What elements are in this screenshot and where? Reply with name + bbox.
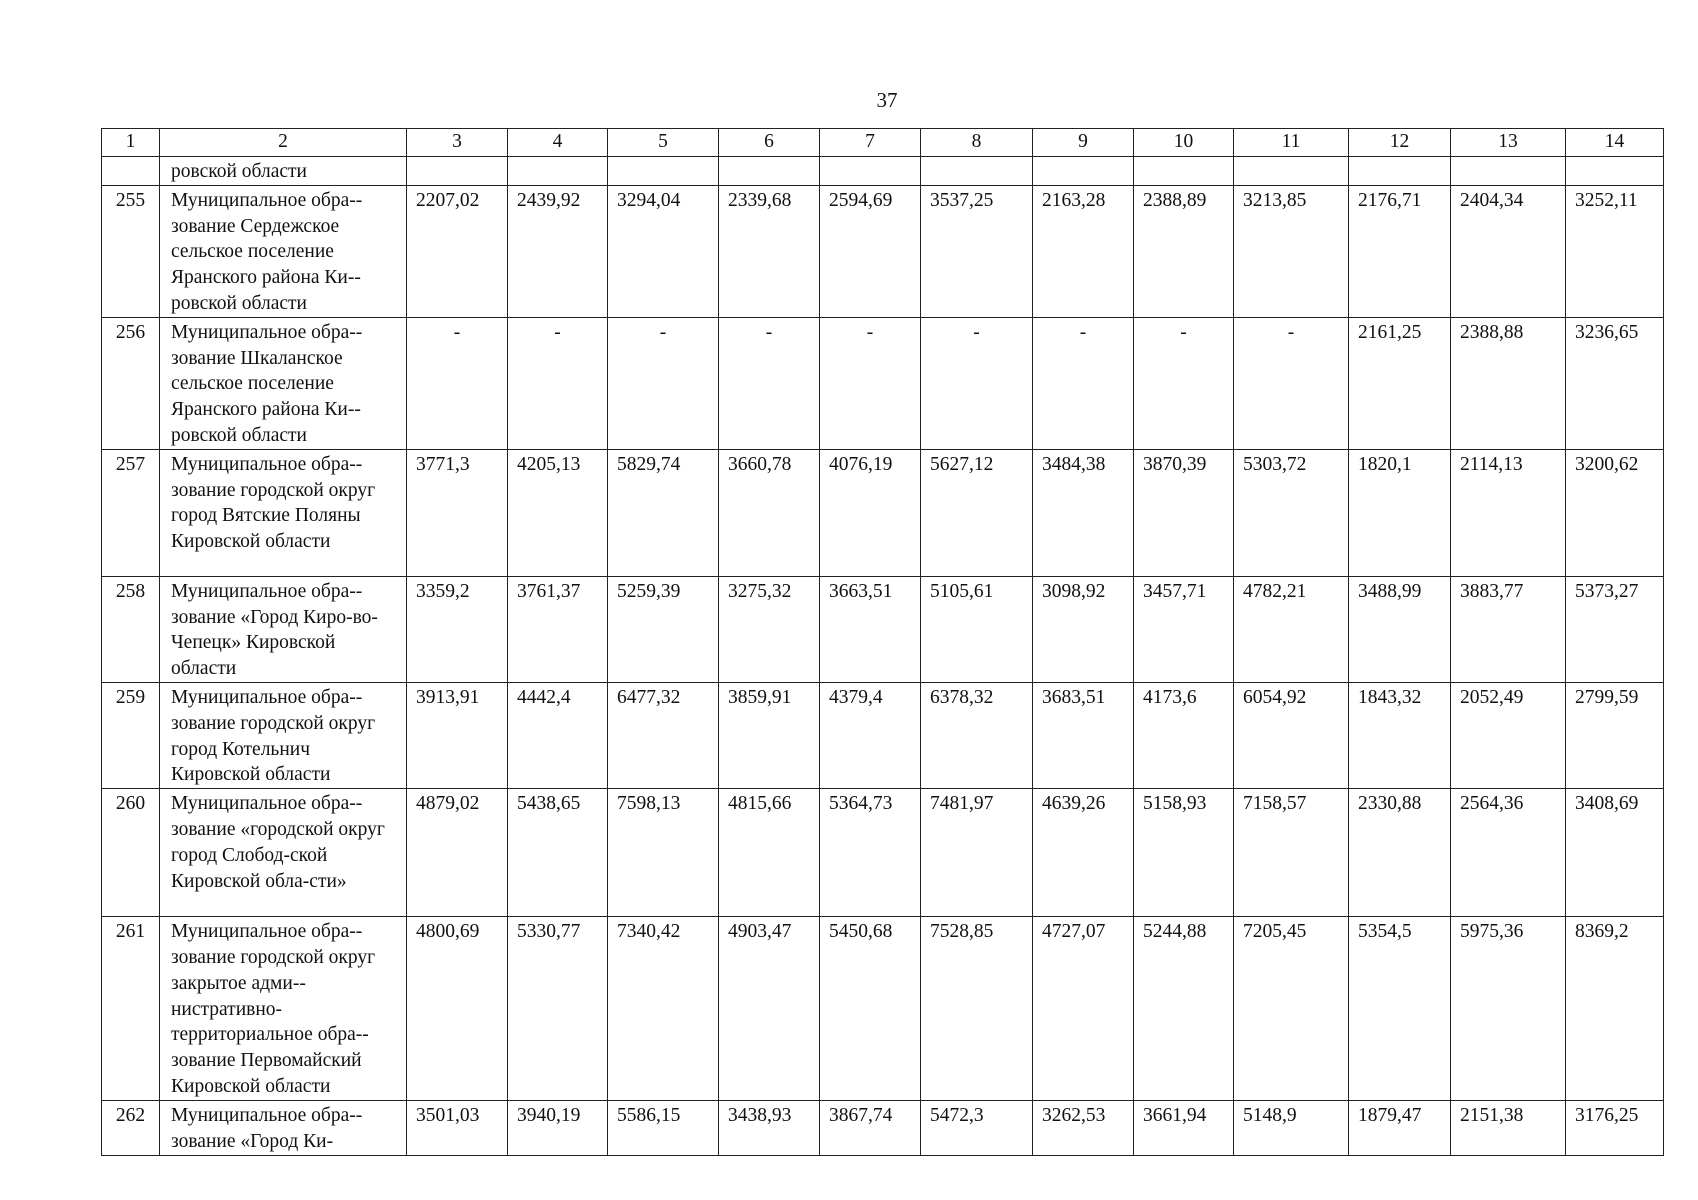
value-cell: 4800,69 [407, 917, 508, 1101]
table-row [102, 682, 1664, 788]
column-header-1: 1 [102, 129, 160, 157]
table-row [102, 449, 1664, 576]
value-cell: 3098,92 [1033, 576, 1134, 682]
value-cell: - [407, 317, 508, 449]
value-cell: 3262,53 [1033, 1100, 1134, 1155]
value-cell: 2151,38 [1451, 1100, 1566, 1155]
municipality-name: Муниципальное обра-зование Шкаланское сельское поселение Яранского района Ки-ровской области [160, 317, 407, 449]
value-cell: 3275,32 [719, 576, 820, 682]
value-cell: 2594,69 [820, 185, 921, 317]
column-header-13: 13 [1451, 129, 1566, 157]
value-cell: 3870,39 [1134, 449, 1234, 576]
column-header-7: 7 [820, 129, 921, 157]
column-header-14: 14 [1566, 129, 1664, 157]
value-cell: 3867,74 [820, 1100, 921, 1155]
value-cell: 6477,32 [608, 682, 719, 788]
value-cell [1566, 157, 1664, 186]
page-number: 37 [876, 88, 898, 112]
value-cell: 3660,78 [719, 449, 820, 576]
value-cell: 5244,88 [1134, 917, 1234, 1101]
data-table [101, 128, 1664, 1156]
value-cell: 5158,93 [1134, 789, 1234, 917]
municipality-name: Муниципальное обра-зование городской округ город Вятские Поляны Кировской области [160, 449, 407, 576]
value-cell: 3913,91 [407, 682, 508, 788]
value-cell: 3501,03 [407, 1100, 508, 1155]
value-cell [1234, 157, 1349, 186]
value-cell: 2388,89 [1134, 185, 1234, 317]
value-cell: 4205,13 [508, 449, 608, 576]
table-row [102, 576, 1664, 682]
value-cell: 3661,94 [1134, 1100, 1234, 1155]
value-cell: 5472,3 [921, 1100, 1033, 1155]
value-cell: 2163,28 [1033, 185, 1134, 317]
value-cell [1349, 157, 1451, 186]
value-cell: 2799,59 [1566, 682, 1664, 788]
value-cell: 4879,02 [407, 789, 508, 917]
value-cell: 5373,27 [1566, 576, 1664, 682]
table-row [102, 1100, 1664, 1155]
value-cell: 2564,36 [1451, 789, 1566, 917]
value-cell: 4442,4 [508, 682, 608, 788]
value-cell: - [1033, 317, 1134, 449]
value-cell [921, 157, 1033, 186]
value-cell: 1843,32 [1349, 682, 1451, 788]
value-cell [508, 157, 608, 186]
value-cell: 3663,51 [820, 576, 921, 682]
value-cell: 5354,5 [1349, 917, 1451, 1101]
value-cell: 3940,19 [508, 1100, 608, 1155]
value-cell: 3859,91 [719, 682, 820, 788]
value-cell: 3438,93 [719, 1100, 820, 1155]
value-cell: 3176,25 [1566, 1100, 1664, 1155]
value-cell: 2404,34 [1451, 185, 1566, 317]
column-header-3: 3 [407, 129, 508, 157]
value-cell: - [719, 317, 820, 449]
value-cell: 5105,61 [921, 576, 1033, 682]
row-number: 258 [102, 576, 160, 682]
value-cell: 5450,68 [820, 917, 921, 1101]
value-cell: 3484,38 [1033, 449, 1134, 576]
column-header-11: 11 [1234, 129, 1349, 157]
row-number: 257 [102, 449, 160, 576]
column-header-2: 2 [160, 129, 407, 157]
value-cell: 4173,6 [1134, 682, 1234, 788]
value-cell: 3457,71 [1134, 576, 1234, 682]
value-cell: 1879,47 [1349, 1100, 1451, 1155]
value-cell: 3537,25 [921, 185, 1033, 317]
value-cell: 5303,72 [1234, 449, 1349, 576]
row-number [102, 157, 160, 186]
value-cell: 2339,68 [719, 185, 820, 317]
row-number: 261 [102, 917, 160, 1101]
value-cell: - [608, 317, 719, 449]
municipality-name: ровской области [160, 157, 407, 186]
column-header-9: 9 [1033, 129, 1134, 157]
value-cell: 7158,57 [1234, 789, 1349, 917]
value-cell: 5330,77 [508, 917, 608, 1101]
table-row [102, 917, 1664, 1101]
value-cell: 3761,37 [508, 576, 608, 682]
value-cell: - [820, 317, 921, 449]
value-cell [719, 157, 820, 186]
value-cell: 2176,71 [1349, 185, 1451, 317]
value-cell: 2330,88 [1349, 789, 1451, 917]
value-cell: 3771,3 [407, 449, 508, 576]
column-header-5: 5 [608, 129, 719, 157]
value-cell [407, 157, 508, 186]
value-cell: 5975,36 [1451, 917, 1566, 1101]
value-cell: 8369,2 [1566, 917, 1664, 1101]
value-cell: 4903,47 [719, 917, 820, 1101]
value-cell: 2114,13 [1451, 449, 1566, 576]
value-cell: 4639,26 [1033, 789, 1134, 917]
value-cell: 3683,51 [1033, 682, 1134, 788]
value-cell: 2052,49 [1451, 682, 1566, 788]
value-cell: 5829,74 [608, 449, 719, 576]
value-cell: 2207,02 [407, 185, 508, 317]
value-cell: 2161,25 [1349, 317, 1451, 449]
value-cell: 3408,69 [1566, 789, 1664, 917]
value-cell: 4379,4 [820, 682, 921, 788]
value-cell: 5259,39 [608, 576, 719, 682]
value-cell: - [921, 317, 1033, 449]
value-cell: 4076,19 [820, 449, 921, 576]
value-cell: 3359,2 [407, 576, 508, 682]
value-cell: 5148,9 [1234, 1100, 1349, 1155]
row-number: 255 [102, 185, 160, 317]
value-cell [820, 157, 921, 186]
value-cell: 3200,62 [1566, 449, 1664, 576]
table-row [102, 157, 1664, 186]
value-cell [608, 157, 719, 186]
value-cell: 7528,85 [921, 917, 1033, 1101]
value-cell: 4782,21 [1234, 576, 1349, 682]
value-cell [1134, 157, 1234, 186]
value-cell: 3213,85 [1234, 185, 1349, 317]
column-header-6: 6 [719, 129, 820, 157]
row-number: 259 [102, 682, 160, 788]
municipality-name: Муниципальное обра-зование «Город Киро-во-Чепецк» Кировской области [160, 576, 407, 682]
value-cell: 3236,65 [1566, 317, 1664, 449]
value-cell: 7205,45 [1234, 917, 1349, 1101]
column-header-4: 4 [508, 129, 608, 157]
table-row [102, 789, 1664, 917]
value-cell: 7598,13 [608, 789, 719, 917]
value-cell: 5364,73 [820, 789, 921, 917]
value-cell: 6054,92 [1234, 682, 1349, 788]
value-cell: - [1234, 317, 1349, 449]
municipality-name: Муниципальное обра-зование городской округ город Котельнич Кировской области [160, 682, 407, 788]
value-cell: 3488,99 [1349, 576, 1451, 682]
value-cell [1033, 157, 1134, 186]
value-cell: 2439,92 [508, 185, 608, 317]
value-cell: 2388,88 [1451, 317, 1566, 449]
table-row [102, 317, 1664, 449]
value-cell: 5627,12 [921, 449, 1033, 576]
value-cell: - [508, 317, 608, 449]
value-cell: 3883,77 [1451, 576, 1566, 682]
municipality-name: Муниципальное обра-зование «городской округ город Слобод-ской Кировской обла-сти» [160, 789, 407, 917]
row-number: 260 [102, 789, 160, 917]
value-cell: 4727,07 [1033, 917, 1134, 1101]
table-header-row [102, 129, 1664, 157]
row-number: 262 [102, 1100, 160, 1155]
column-header-10: 10 [1134, 129, 1234, 157]
column-header-8: 8 [921, 129, 1033, 157]
value-cell: 5438,65 [508, 789, 608, 917]
municipality-name: Муниципальное обра-зование городской округ закрытое адми-нистративно-территориальное обра-зование Первомайский Кировской области [160, 917, 407, 1101]
value-cell: 1820,1 [1349, 449, 1451, 576]
value-cell: 5586,15 [608, 1100, 719, 1155]
value-cell: 3294,04 [608, 185, 719, 317]
municipality-name: Муниципальное обра-зование Сердежское сельское поселение Яранского района Ки-ровской области [160, 185, 407, 317]
value-cell: 6378,32 [921, 682, 1033, 788]
value-cell: 4815,66 [719, 789, 820, 917]
value-cell: 7340,42 [608, 917, 719, 1101]
table-row [102, 185, 1664, 317]
municipality-name: Муниципальное обра-зование «Город Ки- [160, 1100, 407, 1155]
value-cell: - [1134, 317, 1234, 449]
row-number: 256 [102, 317, 160, 449]
value-cell: 7481,97 [921, 789, 1033, 917]
value-cell: 3252,11 [1566, 185, 1664, 317]
value-cell [1451, 157, 1566, 186]
column-header-12: 12 [1349, 129, 1451, 157]
